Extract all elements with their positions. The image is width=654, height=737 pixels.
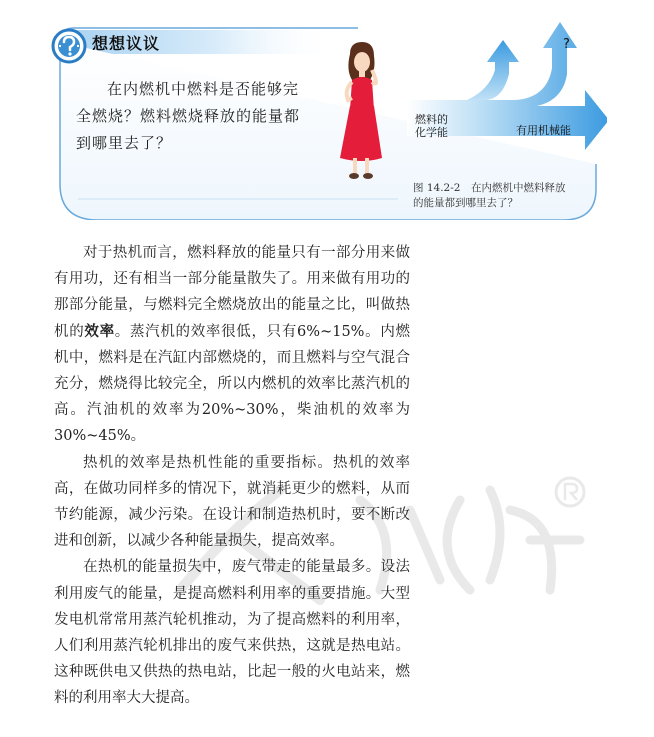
discussion-icon [51,28,87,64]
discussion-question: 在内燃机中燃料是否能够完全燃烧？燃料燃烧释放的能量都到哪里去了？ [76,80,301,152]
paragraph-waste-gas: 在热机的能量损失中，废气带走的能量最多。设法利用废气的能量，是提高燃料利用率的重要措施。大型发电机常常用蒸汽轮机推动，为了提高燃料的利用率，人们利用蒸汽轮机排出的废气来供热，这就是热电站。这种既供电又供热的热电站，比起一般的火电站来，燃料的利用率大大提高。 [54,559,410,707]
paragraph-1-part-b: 。蒸汽机的效率很低，只有6%~15%。内燃机中，燃料是在汽缸内部燃烧的，而且燃料与空气混合充分，燃烧得比较完全，所以内燃机的效率比蒸汽机的高。汽油机的效率为20%~30%，柴油机的效率为30%~45%。 [54,323,411,445]
body-text [54,240,410,712]
paragraph-efficiency [54,240,410,450]
question-mark: ? [563,37,570,52]
discussion-box [58,14,598,220]
paragraph-importance: 热机的效率是热机性能的重要指标。热机的效率高，在做功同样多的情况下，就消耗更少的燃料，从而节约能源，减少污染。在设计和制造热机时，要不断改进和创新，以减少各种能量损失，提高效率。 [54,454,410,550]
discussion-title: 想想议议 [92,34,161,53]
chemical-energy-label [415,113,448,139]
girl-illustration [336,40,384,182]
chemical-energy-line1: 燃料的 [415,113,448,126]
mechanical-energy-label: 有用机械能 [516,124,571,137]
term-efficiency: 效率 [84,323,115,340]
figure-caption: 图 14.2-2 在内燃机中燃料释放的能量都到哪里去了？ [413,182,566,209]
chemical-energy-line2: 化学能 [415,126,448,139]
paragraph-1-part-a: 对于热机而言，燃料释放的能量只有一部分用来做有用功，还有相当一部分能量散失了。用来做有用功的那部分能量，与燃料完全燃烧放出的能量之比，叫做热机的 [54,245,410,340]
